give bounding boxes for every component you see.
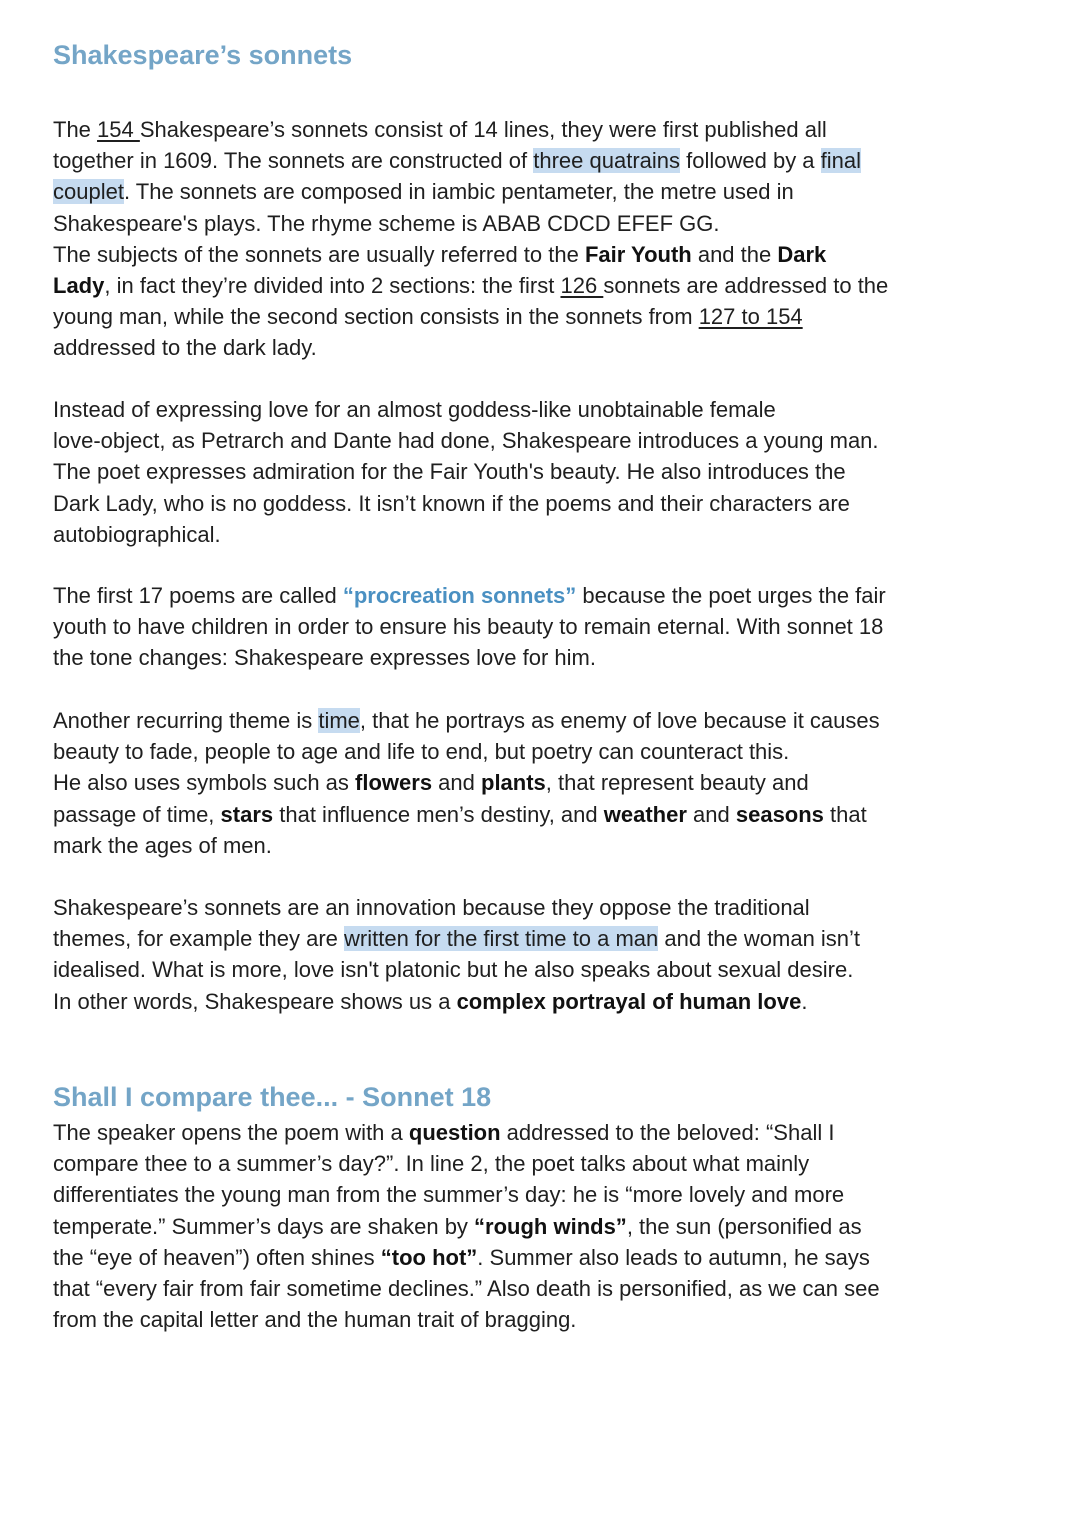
paragraph-time-theme [53, 705, 963, 861]
bold-dark: Dark [777, 241, 827, 267]
text-line [53, 580, 963, 611]
text-run: , that he portrays as enemy of love because it causes [359, 708, 880, 733]
text-run: young man, while the second section consists in the sonnets from [53, 304, 699, 330]
highlight-time: time [318, 708, 360, 733]
text-run: Another recurring theme is [53, 708, 319, 733]
text-line: the tone changes: Shakespeare expresses love for him. [53, 645, 596, 671]
text-run: themes, for example they are [53, 926, 345, 952]
text-line: compare thee to a summer’s day?”. In line 2, the poet talks about what mainly [53, 1151, 810, 1177]
text-line: Shakespeare’s sonnets are an innovation because they oppose the traditional [53, 895, 810, 920]
text-run: The speaker opens the poem with a [53, 1120, 409, 1145]
text-line [53, 270, 963, 301]
text-line [53, 1242, 963, 1273]
text-line: The poet expresses admiration for the Fair Youth's beauty. He also introduces the [53, 459, 846, 485]
bold-rough-winds: “rough winds” [474, 1213, 627, 1239]
text-run: and [432, 770, 481, 796]
bold-question: question [408, 1120, 501, 1145]
text-line: idealised. What is more, love isn't platonic but he also speaks about sexual desire. [53, 957, 854, 983]
text-run: Shakespeare’s sonnets consist of 14 lines, they were first published all [139, 117, 827, 142]
bold-complex-portrayal: complex portrayal of human love [456, 988, 802, 1014]
text-line: autobiographical. [53, 521, 221, 547]
text-run: , that represent beauty and [545, 770, 809, 796]
text-run: and the [691, 241, 778, 267]
text-run: The subjects of the sonnets are usually referred to the [53, 241, 585, 267]
paragraph-petrarch [53, 394, 963, 550]
underlined-range: 127 to 154 [698, 304, 803, 330]
text-run: followed by a [680, 148, 821, 174]
paragraph-innovation [53, 892, 963, 1017]
text-line: Dark Lady, who is no goddess. It isn’t known if the poems and their characters are [53, 490, 850, 516]
text-line: beauty to fade, people to age and life to end, but poetry can counteract this. [53, 739, 790, 765]
bold-flowers: flowers [355, 770, 433, 796]
text-line: youth to have children in order to ensure his beauty to remain eternal. With sonnet 18 [53, 614, 884, 640]
text-line: addressed to the dark lady. [53, 335, 317, 361]
bold-weather: weather [603, 801, 687, 827]
text-run: that [823, 801, 867, 827]
text-run: temperate.” Summer’s days are shaken by [53, 1213, 475, 1239]
text-run: together in 1609. The sonnets are constructed of [53, 148, 534, 174]
emphasis-procreation-sonnets: “procreation sonnets” [342, 583, 577, 608]
text-run: . The sonnets are composed in iambic pentameter, the metre used in [123, 179, 794, 205]
text-run: The first 17 poems are called [53, 583, 343, 608]
bold-seasons: seasons [735, 801, 824, 827]
paragraph-intro [53, 114, 963, 364]
text-line [53, 114, 963, 145]
text-run: passage of time, [53, 801, 221, 827]
text-run: because the poet urges the fair [576, 583, 886, 608]
bold-lady: Lady [53, 273, 105, 299]
text-line: love-object, as Petrarch and Dante had done, Shakespeare introduces a young man. [53, 428, 879, 454]
bold-stars: stars [220, 801, 274, 827]
bold-too-hot: “too hot” [380, 1244, 478, 1270]
text-line [53, 1211, 963, 1242]
text-run: and the woman isn’t [658, 926, 861, 952]
highlight-final: final [820, 148, 862, 174]
text-run: , the sun (personified as [626, 1213, 862, 1239]
text-run: the “eye of heaven”) often shines [53, 1244, 381, 1270]
section-title-sonnets: Shakespeare’s sonnets [53, 40, 353, 70]
text-line [53, 986, 963, 1017]
highlight-three-quatrains: three quatrains [533, 148, 681, 174]
text-line: from the capital letter and the human trait of bragging. [53, 1307, 577, 1333]
highlight-couplet: couplet [53, 179, 124, 205]
bold-plants: plants [481, 770, 546, 796]
bold-fair-youth: Fair Youth [584, 241, 692, 267]
text-line: mark the ages of men. [53, 832, 272, 858]
text-line [53, 705, 963, 736]
text-run: The [53, 117, 98, 142]
text-line [53, 1117, 963, 1148]
text-line [53, 799, 963, 830]
text-line: Instead of expressing love for an almost goddess-like unobtainable female [53, 397, 776, 422]
text-run: . Summer also leads to autumn, he says [477, 1244, 870, 1270]
text-run: , in fact they’re divided into 2 sections: the first [104, 273, 561, 299]
text-run: and [686, 801, 736, 827]
section-title-sonnet-18: Shall I compare thee... - Sonnet 18 [53, 1082, 492, 1112]
text-line [53, 239, 963, 270]
underlined-number: 154 [97, 117, 140, 142]
text-line: that “every fair from fair sometime declines.” Also death is personified, as we can see [53, 1276, 880, 1302]
text-run: addressed to the beloved: “Shall I [500, 1120, 835, 1145]
underlined-number: 126 [560, 273, 604, 299]
text-run: In other words, Shakespeare shows us a [53, 988, 457, 1014]
text-line [53, 301, 963, 332]
text-line [53, 923, 963, 954]
text-run: that influence men’s destiny, and [273, 801, 604, 827]
paragraph-procreation [53, 580, 963, 674]
text-run: sonnets are addressed to the [603, 273, 889, 299]
text-run: . [801, 988, 808, 1014]
text-line [53, 176, 963, 207]
text-line [53, 767, 963, 798]
text-line: differentiates the young man from the summer’s day: he is “more lovely and more [53, 1182, 845, 1208]
text-line: Shakespeare's plays. The rhyme scheme is ABAB CDCD EFEF GG. [53, 210, 720, 236]
text-line [53, 145, 963, 176]
paragraph-sonnet-18 [53, 1117, 963, 1335]
text-run: He also uses symbols such as [53, 770, 356, 796]
highlight-written-for-man: written for the first time to a man [344, 926, 659, 952]
